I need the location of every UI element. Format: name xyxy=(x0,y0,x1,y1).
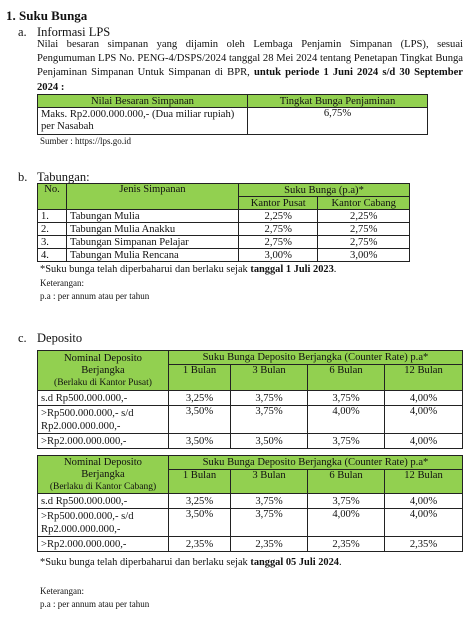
deposito-note-date: tanggal 05 Juli 2024 xyxy=(250,557,339,568)
deposito-pusat-value: 3,75% xyxy=(308,434,385,449)
deposito-cabang-period: 1 Bulan xyxy=(169,470,231,494)
lps-paragraph-text: Nilai besaran simpanan yang dijamin oleh Lembaga Penjamin Simpanan (LPS), sesuai Pengumuman LPS No. PENG-4/DSPS/2024 tanggal 28 Mei 2024 tentang Penetapan Tingkat Bunga Penjaminan Simpanan Untuk Simpanan di BPR, xyxy=(37,39,463,79)
deposito-pusat-value: 3,25% xyxy=(169,391,231,406)
deposito-pusat-value: 4,00% xyxy=(385,391,463,406)
tabungan-header-cabang: Kantor Cabang xyxy=(318,197,410,210)
deposito-cabang-value: 3,75% xyxy=(308,494,385,509)
table-row xyxy=(38,391,463,406)
deposito-pusat-value: 4,00% xyxy=(385,406,463,434)
tabungan-header-pusat: Kantor Pusat xyxy=(239,197,318,210)
deposito-pusat-period: 1 Bulan xyxy=(169,365,231,391)
section-a-label: a. xyxy=(18,25,27,39)
tabungan-cabang: 3,00% xyxy=(318,249,410,262)
section-a-title: Informasi LPS xyxy=(37,25,111,39)
deposito-pusat-value: 3,50% xyxy=(169,406,231,434)
deposito-pusat-value: 4,00% xyxy=(308,406,385,434)
tabungan-header-suku: Suku Bunga (p.a)* xyxy=(239,184,410,197)
tabungan-note xyxy=(40,264,336,275)
deposito-pusat-value: 3,50% xyxy=(169,434,231,449)
deposito-pusat-value: 3,75% xyxy=(231,391,308,406)
table-row xyxy=(38,236,410,249)
deposito-cabang-period: 12 Bulan xyxy=(385,470,463,494)
tabungan-header-no: No. xyxy=(38,184,67,210)
deposito-pusat-head-top: Suku Bunga Deposito Berjangka (Counter Rate) p.a* xyxy=(169,351,463,365)
deposito-pusat-label: >Rp500.000.000,- s/d Rp2.000.000.000,- xyxy=(38,406,169,434)
deposito-pusat-head-left xyxy=(38,351,169,391)
lps-header-nilai: Nilai Besaran Simpanan xyxy=(38,95,248,108)
deposito-cabang-label: >Rp500.000.000,- s/d Rp2.000.000.000,- xyxy=(38,509,169,537)
table-row xyxy=(38,406,463,434)
tabungan-keterangan: Keterangan: xyxy=(40,278,84,288)
deposito-cabang-head-top: Suku Bunga Deposito Berjangka (Counter Rate) p.a* xyxy=(169,456,463,470)
deposito-cabang-value: 3,75% xyxy=(231,494,308,509)
deposito-cabang-value: 3,50% xyxy=(169,509,231,537)
section-c-title: Deposito xyxy=(37,331,83,345)
tabungan-no: 3. xyxy=(38,236,67,249)
deposito-cabang-head-title: Nominal Deposito Berjangka xyxy=(64,456,142,480)
tabungan-cabang: 2,75% xyxy=(318,236,410,249)
lps-cell-nilai: Maks. Rp2.000.000.000,- (Dua miliar rupiah) per Nasabah xyxy=(38,108,248,135)
tabungan-pusat: 3,00% xyxy=(239,249,318,262)
section-b-label: b. xyxy=(18,170,28,184)
deposito-cabang-value: 2,35% xyxy=(231,537,308,552)
deposito-cabang-value: 4,00% xyxy=(385,494,463,509)
deposito-cabang-value: 2,35% xyxy=(308,537,385,552)
deposito-cabang-period: 6 Bulan xyxy=(308,470,385,494)
deposito-cabang-value: 4,00% xyxy=(385,509,463,537)
tabungan-note-end: . xyxy=(333,264,337,275)
lps-cell-tingkat: 6,75% xyxy=(248,108,428,135)
lps-table xyxy=(37,94,428,135)
deposito-pusat-value: 3,75% xyxy=(308,391,385,406)
deposito-cabang-head-left xyxy=(38,456,169,494)
section-heading: 1. Suku Bunga xyxy=(6,8,88,23)
deposito-pusat-value: 3,50% xyxy=(231,434,308,449)
section-b-title: Tabungan: xyxy=(37,170,90,184)
lps-paragraph-period: untuk periode 1 Juni 2024 s/d 30 September 2024 : xyxy=(37,67,463,93)
table-row xyxy=(38,210,410,223)
deposito-cabang-head-sub: (Berlaku di Kantor Cabang) xyxy=(49,481,157,492)
tabungan-no: 1. xyxy=(38,210,67,223)
tabungan-header-jenis: Jenis Simpanan xyxy=(67,184,239,210)
tabungan-jenis: Tabungan Mulia Anakku xyxy=(67,223,239,236)
deposito-cabang-label: s.d Rp500.000.000,- xyxy=(38,494,169,509)
deposito-pusat-period: 12 Bulan xyxy=(385,365,463,391)
tabungan-cabang: 2,75% xyxy=(318,223,410,236)
deposito-cabang-value: 4,00% xyxy=(308,509,385,537)
tabungan-cabang: 2,25% xyxy=(318,210,410,223)
table-row xyxy=(38,509,463,537)
lps-header-tingkat: Tingkat Bunga Penjaminan xyxy=(248,95,428,108)
deposito-cabang-period: 3 Bulan xyxy=(231,470,308,494)
tabungan-pusat: 2,75% xyxy=(239,236,318,249)
table-row xyxy=(38,249,410,262)
tabungan-pusat: 2,25% xyxy=(239,210,318,223)
section-c-label: c. xyxy=(18,331,27,345)
deposito-cabang-value: 2,35% xyxy=(169,537,231,552)
tabungan-note-text: *Suku bunga telah diperbaharui dan berlaku sejak xyxy=(40,264,248,275)
tabungan-table xyxy=(37,183,410,262)
deposito-cabang-value: 3,75% xyxy=(231,509,308,537)
deposito-keterangan: Keterangan: xyxy=(40,586,84,596)
deposito-pusat-value: 4,00% xyxy=(385,434,463,449)
deposito-cabang-label: >Rp2.000.000.000,- xyxy=(38,537,169,552)
tabungan-no: 2. xyxy=(38,223,67,236)
deposito-pusat-label: >Rp2.000.000.000,- xyxy=(38,434,169,449)
deposito-pusat-head-title: Nominal Deposito Berjangka xyxy=(64,352,142,376)
deposito-pa: p.a : per annum atau per tahun xyxy=(40,599,150,609)
tabungan-note-date: tanggal 1 Juli 2023 xyxy=(250,264,334,275)
table-row xyxy=(38,494,463,509)
tabungan-pa: p.a : per annum atau per tahun xyxy=(40,291,150,301)
tabungan-no: 4. xyxy=(38,249,67,262)
deposito-pusat-label: s.d Rp500.000.000,- xyxy=(38,391,169,406)
table-row xyxy=(38,434,463,449)
deposito-cabang-value: 2,35% xyxy=(385,537,463,552)
deposito-pusat-period: 3 Bulan xyxy=(231,365,308,391)
deposito-note-end: . xyxy=(338,557,342,568)
deposito-pusat-value: 3,75% xyxy=(231,406,308,434)
deposito-note-text: *Suku bunga telah diperbaharui dan berlaku sejak xyxy=(40,557,248,568)
deposito-note xyxy=(40,557,342,568)
tabungan-pusat: 2,75% xyxy=(239,223,318,236)
lps-paragraph xyxy=(37,38,463,95)
deposito-table-pusat xyxy=(37,350,463,449)
table-row xyxy=(38,223,410,236)
table-row xyxy=(38,537,463,552)
deposito-cabang-value: 3,25% xyxy=(169,494,231,509)
tabungan-jenis: Tabungan Simpanan Pelajar xyxy=(67,236,239,249)
deposito-table-cabang xyxy=(37,455,463,552)
lps-source: Sumber : https://lps.go.id xyxy=(40,136,132,146)
tabungan-jenis: Tabungan Mulia xyxy=(67,210,239,223)
deposito-pusat-head-sub: (Berlaku di Kantor Pusat) xyxy=(54,377,152,388)
deposito-pusat-period: 6 Bulan xyxy=(308,365,385,391)
tabungan-jenis: Tabungan Mulia Rencana xyxy=(67,249,239,262)
